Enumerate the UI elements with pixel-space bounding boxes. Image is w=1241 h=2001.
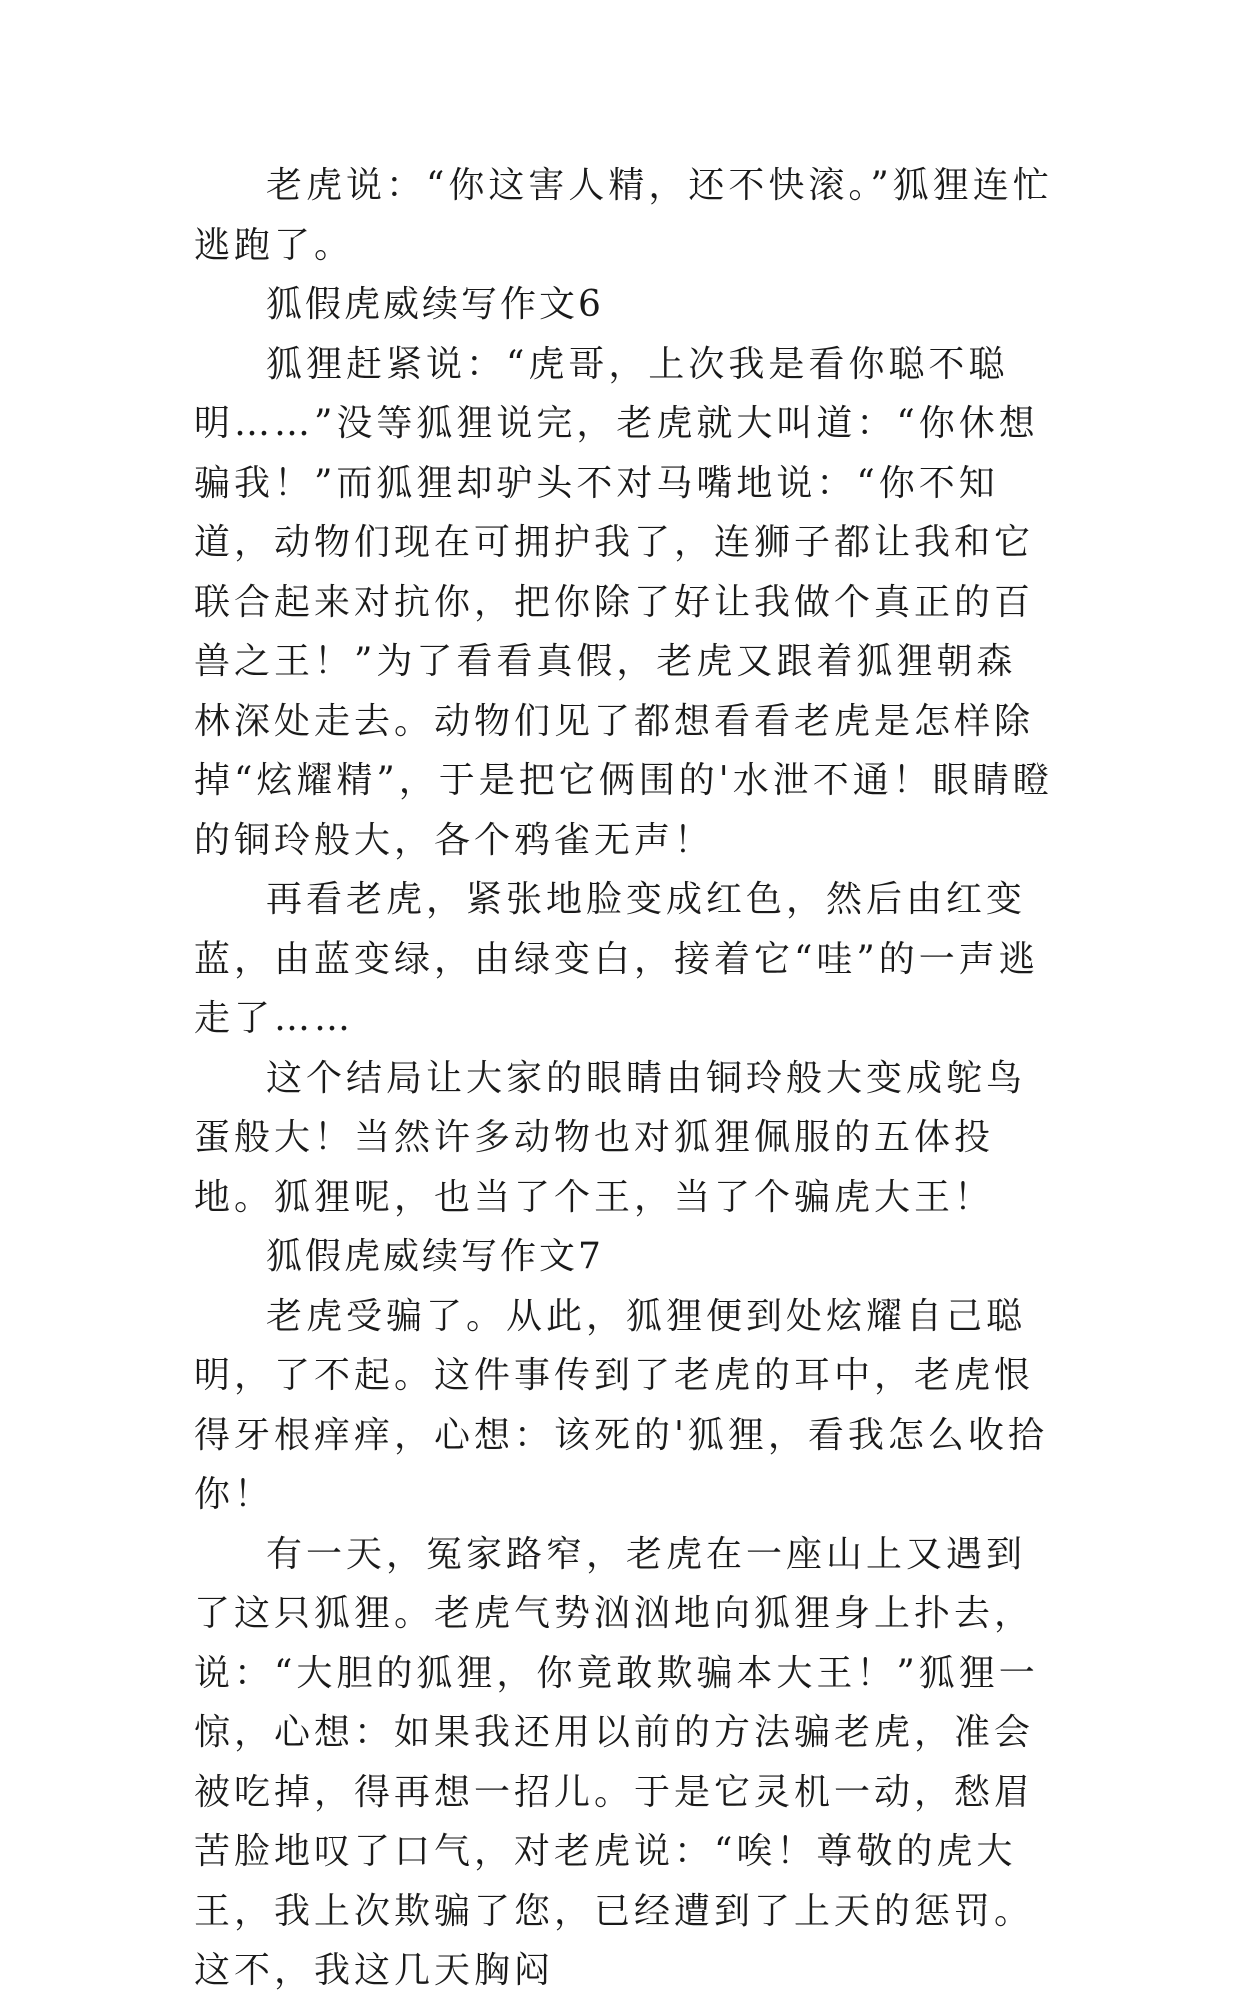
paragraph-meet-again: 有一天，冤家路窄，老虎在一座山上又遇到了这只狐狸。老虎气势汹汹地向狐狸身上扑去，说：“大胆的狐狸，你竟敢欺骗本大王！”狐狸一惊，心想：如果我还用以前的方法骗老虎，准会被吃掉，得再想一招儿。于是它灵机一动，愁眉苦脸地叹了口气，对老虎说：“唉！尊敬的虎大王，我上次欺骗了您，已经遭到了上天的惩罚。这不，我这几天胸闷 — [194, 1533, 1039, 1991]
paragraph-tiger-scolds: 老虎说：“你这害人精，还不快滚。”狐狸连忙逃跑了。 — [194, 165, 1053, 266]
paragraph-tiger-fooled: 老虎受骗了。从此，狐狸便到处炫耀自己聪明，了不起。这件事传到了老虎的耳中，老虎恨得牙根痒痒，心想：该死的'狐狸，看我怎么收拾你！ — [194, 1295, 1048, 1515]
paragraph-tiger-flees: 再看老虎，紧张地脸变成红色，然后由红变蓝，由蓝变绿，由绿变白，接着它“哇”的一声逃走了…… — [194, 879, 1039, 1039]
paragraph-ending: 这个结局让大家的眼睛由铜玲般大变成鸵鸟蛋般大！当然许多动物也对狐狸佩服的五体投地。狐狸呢，也当了个王，当了个骗虎大王！ — [194, 1057, 1027, 1218]
article-body — [194, 156, 1054, 2001]
paragraph-fox-explains: 狐狸赶紧说：“虎哥，上次我是看你聪不聪明……”没等狐狸说完，老虎就大叫道：“你休想骗我！”而狐狸却驴头不对马嘴地说：“你不知道，动物们现在可拥护我了，连狮子都让我和它联合起来对抗你，把你除了好让我做个真正的百兽之王！”为了看看真假，老虎又跟着狐狸朝森林深处走去。动物们见了都想看看老虎是怎样除掉“炫耀精”，于是把它俩围的'水泄不通！眼睛瞪的铜玲般大，各个鸦雀无声！ — [194, 343, 1053, 861]
section-heading-6: 狐假虎威续写作文6 — [266, 284, 604, 325]
section-heading-7: 狐假虎威续写作文7 — [266, 1236, 604, 1277]
